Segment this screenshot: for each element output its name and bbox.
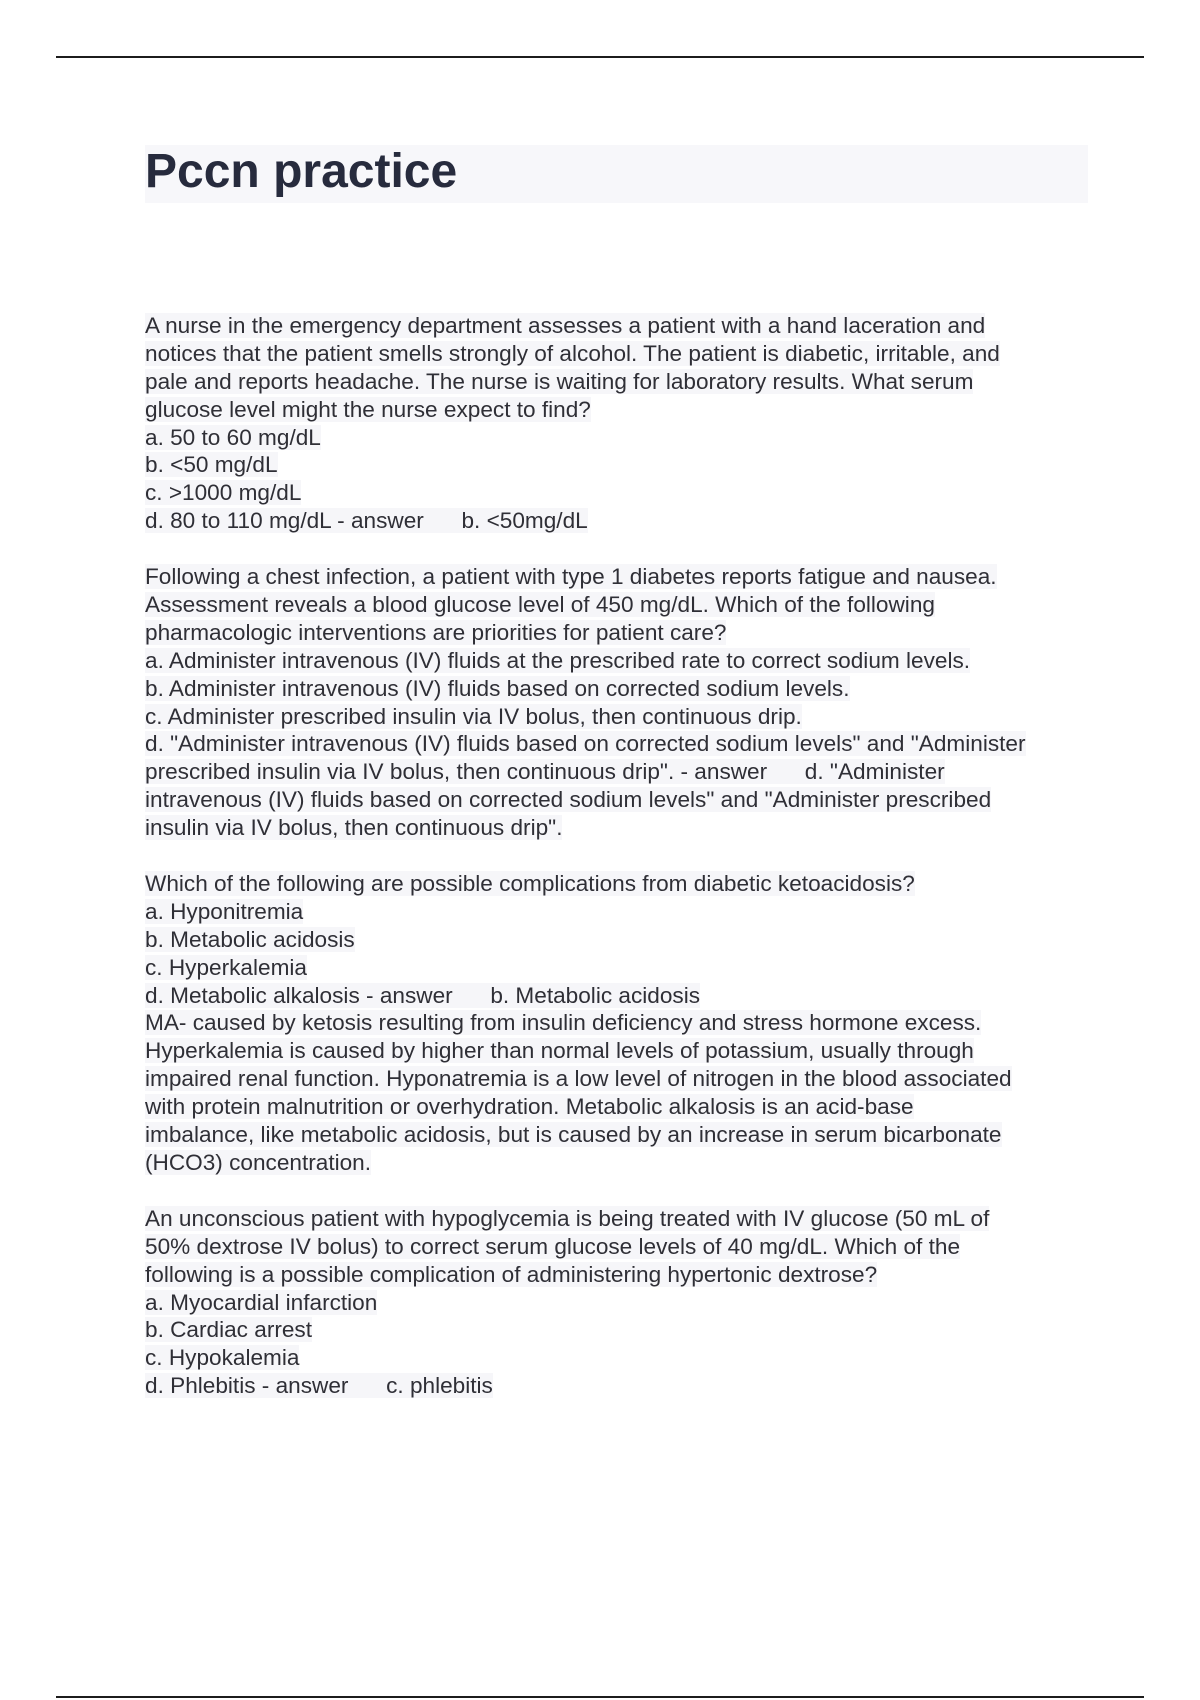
question-block-1: [145, 312, 1095, 535]
question-3-explanation-line-1: MA- caused by ketosis resulting from insulin deficiency and stress hormone excess.: [145, 1010, 982, 1036]
question-4-line-3: following is a possible complication of administering hypertonic dextrose?: [145, 1261, 878, 1287]
question-2-option-c: c. Administer prescribed insulin via IV bolus, then continuous drip.: [145, 703, 802, 729]
question-2-line-2: Assessment reveals a blood glucose level of 450 mg/dL. Which of the following: [145, 592, 935, 618]
question-2-option-d-line-2: prescribed insulin via IV bolus, then continuous drip". - answer d. "Administer: [145, 759, 945, 785]
question-2-option-a: a. Administer intravenous (IV) fluids at the prescribed rate to correct sodium levels.: [145, 647, 971, 673]
question-1-line-2: notices that the patient smells strongly of alcohol. The patient is diabetic, irritable, and: [145, 340, 1000, 366]
question-2-answer-line-4: insulin via IV bolus, then continuous drip".: [145, 815, 563, 841]
question-1-option-d-answer: d. 80 to 110 mg/dL - answer b. <50mg/dL: [145, 508, 588, 534]
question-4-line-1: An unconscious patient with hypoglycemia is being treated with IV glucose (50 mL of: [145, 1205, 990, 1231]
question-block-3: [145, 870, 1095, 1177]
question-2-line-1: Following a chest infection, a patient with type 1 diabetes reports fatigue and nausea.: [145, 564, 997, 590]
page-title: Pccn practice: [145, 145, 458, 198]
question-3-option-b: b. Metabolic acidosis: [145, 926, 355, 952]
top-rule: [56, 56, 1144, 58]
question-3-option-c: c. Hyperkalemia: [145, 954, 307, 980]
question-3-option-a: a. Hyponitremia: [145, 898, 304, 924]
question-3-explanation-line-2: Hyperkalemia is caused by higher than normal levels of potassium, usually through: [145, 1038, 974, 1064]
question-1-line-1: A nurse in the emergency department assesses a patient with a hand laceration and: [145, 313, 986, 338]
question-4-option-c: c. Hypokalemia: [145, 1345, 300, 1371]
question-3-explanation-line-6: (HCO3) concentration.: [145, 1149, 372, 1175]
question-1-line-3: pale and reports headache. The nurse is waiting for laboratory results. What serum: [145, 368, 974, 394]
question-2-option-b: b. Administer intravenous (IV) fluids based on corrected sodium levels.: [145, 675, 850, 701]
question-4-option-a: a. Myocardial infarction: [145, 1289, 378, 1315]
question-3-option-d-answer: d. Metabolic alkalosis - answer b. Metabolic acidosis: [145, 982, 701, 1008]
question-block-2: [145, 563, 1095, 842]
question-2-answer-line-3: intravenous (IV) fluids based on corrected sodium levels" and "Administer prescribed: [145, 787, 992, 813]
question-1-option-c: c. >1000 mg/dL: [145, 480, 302, 506]
question-3-explanation-line-4: with protein malnutrition or overhydration. Metabolic alkalosis is an acid-base: [145, 1094, 914, 1120]
question-3-explanation-line-3: impaired renal function. Hyponatremia is a low level of nitrogen in the blood associated: [145, 1066, 1012, 1092]
question-1-line-4: glucose level might the nurse expect to find?: [145, 396, 591, 422]
question-1-option-a: a. 50 to 60 mg/dL: [145, 424, 321, 450]
bottom-rule: [56, 1696, 1144, 1698]
question-4-option-b: b. Cardiac arrest: [145, 1317, 313, 1343]
question-3-explanation-line-5: imbalance, like metabolic acidosis, but is caused by an increase in serum bicarbonate: [145, 1122, 1002, 1148]
question-4-option-d-answer: d. Phlebitis - answer c. phlebitis: [145, 1373, 493, 1399]
question-2-option-d-line-1: d. "Administer intravenous (IV) fluids based on corrected sodium levels" and "Administer: [145, 731, 1026, 757]
document-content: [145, 312, 1095, 1428]
question-1-option-b: b. <50 mg/dL: [145, 452, 278, 478]
question-3-line-1: Which of the following are possible complications from diabetic ketoacidosis?: [145, 871, 915, 897]
question-4-line-2: 50% dextrose IV bolus) to correct serum glucose levels of 40 mg/dL. Which of the: [145, 1233, 961, 1259]
question-block-4: [145, 1205, 1095, 1400]
question-2-line-3: pharmacologic interventions are priorities for patient care?: [145, 619, 727, 645]
